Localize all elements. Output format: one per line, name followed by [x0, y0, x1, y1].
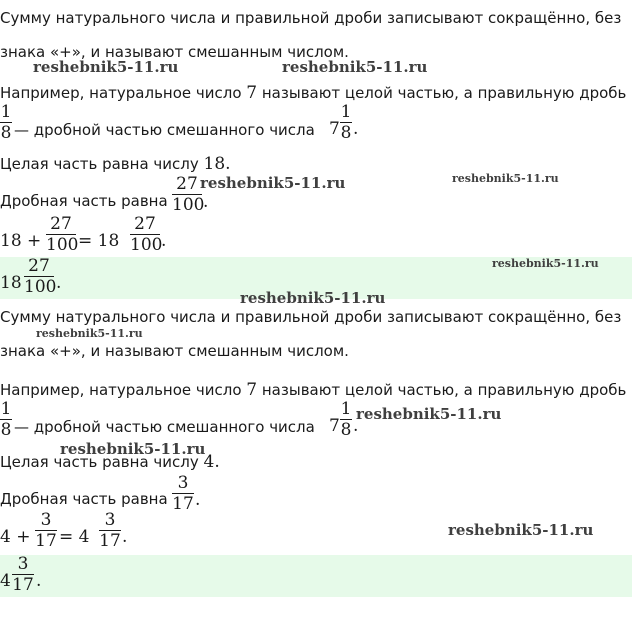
b2-mixed-fraction: 1 8 — [340, 399, 352, 440]
b2-fraction-part-line: Дробная часть равна — [0, 490, 168, 508]
b2-fraction-1-8: 1 8 — [0, 399, 12, 440]
b1-mixed-fraction: 1 8 — [340, 102, 352, 143]
b1-mixed-whole: 7 — [329, 119, 340, 139]
b1-fraction-part-line: Дробная часть равна — [0, 192, 168, 210]
b2-part-period: . — [195, 490, 201, 510]
b1-equation-mid: = 18 — [78, 231, 120, 251]
b2-equation-left: 4 + — [0, 527, 31, 547]
b2-answer-period: . — [36, 571, 42, 591]
watermark: reshebnik5-11.ru — [282, 58, 428, 76]
watermark: reshebnik5-11.ru — [36, 327, 143, 340]
b1-part-period: . — [203, 192, 209, 212]
watermark: reshebnik5-11.ru — [200, 174, 346, 192]
watermark: reshebnik5-11.ru — [452, 172, 559, 185]
watermark: reshebnik5-11.ru — [60, 440, 206, 458]
watermark: reshebnik5-11.ru — [240, 289, 386, 307]
watermark: reshebnik5-11.ru — [492, 257, 599, 270]
b1-fraction-part-text: — дробной частью смешанного числа — [14, 121, 315, 139]
b2-eq-result-fraction: 3 17 — [99, 510, 121, 551]
watermark: reshebnik5-11.ru — [356, 405, 502, 423]
b2-eq-period: . — [122, 527, 128, 547]
b1-period: . — [353, 119, 359, 139]
b2-eq-fraction: 3 17 — [35, 510, 57, 551]
b2-mixed-whole: 7 — [329, 416, 340, 436]
b2-whole-part-line: Целая часть равна числу 4. — [0, 452, 220, 472]
b2-example-line: Например, натуральное число 7 называют целой частью, а правильную дробь — [0, 380, 627, 400]
b1-part-fraction: 27 100 — [172, 174, 205, 215]
b2-period: . — [353, 416, 359, 436]
b2-answer-whole: 4 — [0, 571, 11, 591]
b1-equation-left: 18 + — [0, 231, 42, 251]
b1-eq-fraction: 27 100 — [46, 214, 79, 255]
b1-eq-period: . — [161, 231, 167, 251]
b1-example-line: Например, натуральное число 7 называют целой частью, а правильную дробь — [0, 83, 627, 103]
b1-fraction-1-8: 1 8 — [0, 102, 12, 143]
b1-answer-fraction: 27 100 — [24, 256, 57, 297]
b1-answer-period: . — [56, 273, 62, 293]
b1-answer-whole: 18 — [0, 273, 22, 293]
b2-part-fraction: 3 17 — [172, 473, 194, 514]
b2-intro-line-1: Сумму натурального числа и правильной дроби записывают сокращённо, без — [0, 308, 622, 326]
b2-fraction-part-text: — дробной частью смешанного числа — [14, 418, 315, 436]
b1-intro-line-2: знака «+», и называют смешанным числом. — [0, 43, 349, 61]
b2-answer-fraction: 3 17 — [12, 554, 34, 595]
b1-eq-result-fraction: 27 100 — [130, 214, 163, 255]
watermark: reshebnik5-11.ru — [33, 58, 179, 76]
watermark: reshebnik5-11.ru — [448, 521, 594, 539]
b1-whole-part-line: Целая часть равна числу 18. — [0, 154, 231, 174]
b2-equation-mid: = 4 — [59, 527, 90, 547]
b1-intro-line-1: Сумму натурального числа и правильной дроби записывают сокращённо, без — [0, 9, 622, 27]
b2-intro-line-2: знака «+», и называют смешанным числом. — [0, 342, 349, 360]
answer-band-2 — [0, 555, 632, 597]
